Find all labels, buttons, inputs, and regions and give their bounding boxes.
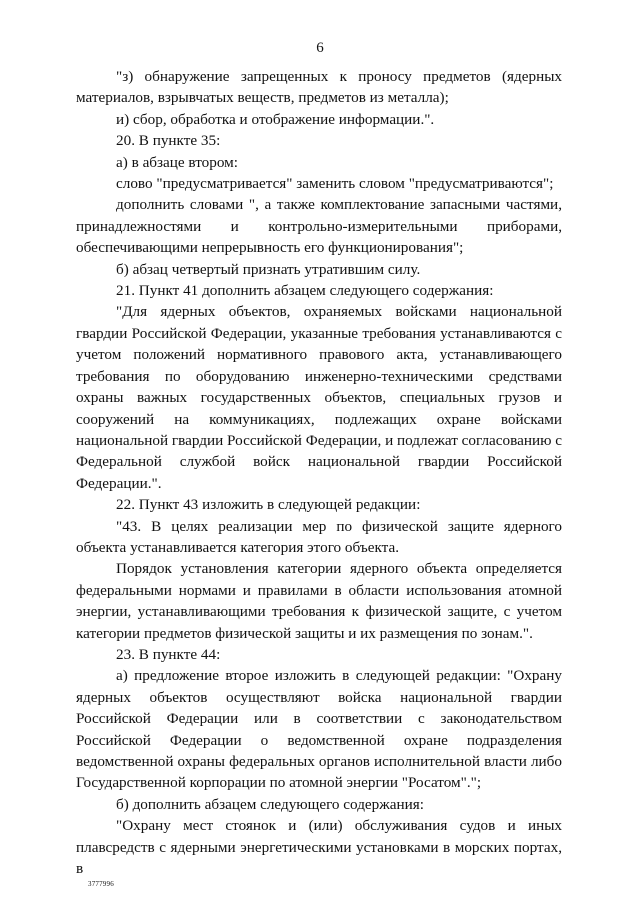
paragraph: "Для ядерных объектов, охраняемых войсками национальной гвардии Российской Федерации, указанные требования устанавливаются с учетом положений нормативного правового акта, устанавливающего требования по оборудованию инженерно-техническими средствами охраны важных государственных объектов, специальных грузов и сооружений на коммуникациях, подлежащих охране войсками национальной гвардии Российской Федерации, и подлежат согласованию с Федеральной службой войск национальной гвардии Российской Федерации.". [76, 303, 562, 492]
paragraph: и) сбор, обработка и отображение информации.". [116, 110, 435, 128]
paragraph: дополнить словами ", а также комплектование запасными частями, принадлежностями и контрольно-измерительными приборами, обеспечивающими непрерывность его функционирования"; [76, 196, 562, 257]
paragraph: б) абзац четвертый признать утратившим силу. [116, 260, 421, 278]
paragraph: 20. В пункте 35: [116, 132, 221, 150]
paragraph: Порядок установления категории ядерного объекта определяется федеральными нормами и правилами в области использования атомной энергии, устанавливающими требования к физической защите, с учетом категории предметов физической защиты и их размещения по зонам.". [76, 560, 562, 642]
paragraph: а) в абзаце втором: [116, 153, 238, 171]
paragraph: б) дополнить абзацем следующего содержания: [116, 795, 424, 813]
paragraph: "Охрану мест стоянок и (или) обслуживания судов и иных плавсредств с ядерными энергетическими установками в морских портах, в [76, 817, 562, 878]
paragraph: 21. Пункт 41 дополнить абзацем следующего содержания: [116, 282, 494, 300]
paragraph: 22. Пункт 43 изложить в следующей редакции: [116, 496, 421, 514]
document-code: 3777996 [88, 880, 114, 888]
paragraph: 23. В пункте 44: [116, 645, 221, 663]
document-body [76, 66, 562, 879]
paragraph: "43. В целях реализации мер по физической защите ядерного объекта устанавливается категория этого объекта. [76, 517, 562, 556]
paragraph: слово "предусматривается" заменить словом "предусматриваются"; [116, 175, 554, 193]
page-number: 6 [316, 40, 324, 56]
paragraph: а) предложение второе изложить в следующей редакции: "Охрану ядерных объектов осуществляют войска национальной гвардии Российской Федерации или в соответствии с законодательством Российской Федерации о ведомственной охране подразделения ведомственной охраны федеральных органов исполнительной власти либо Государственной корпорации по атомной энергии "Росатом"."; [76, 667, 562, 792]
paragraph: "з) обнаружение запрещенных к проносу предметов (ядерных материалов, взрывчатых веществ, предметов из металла); [76, 68, 562, 107]
